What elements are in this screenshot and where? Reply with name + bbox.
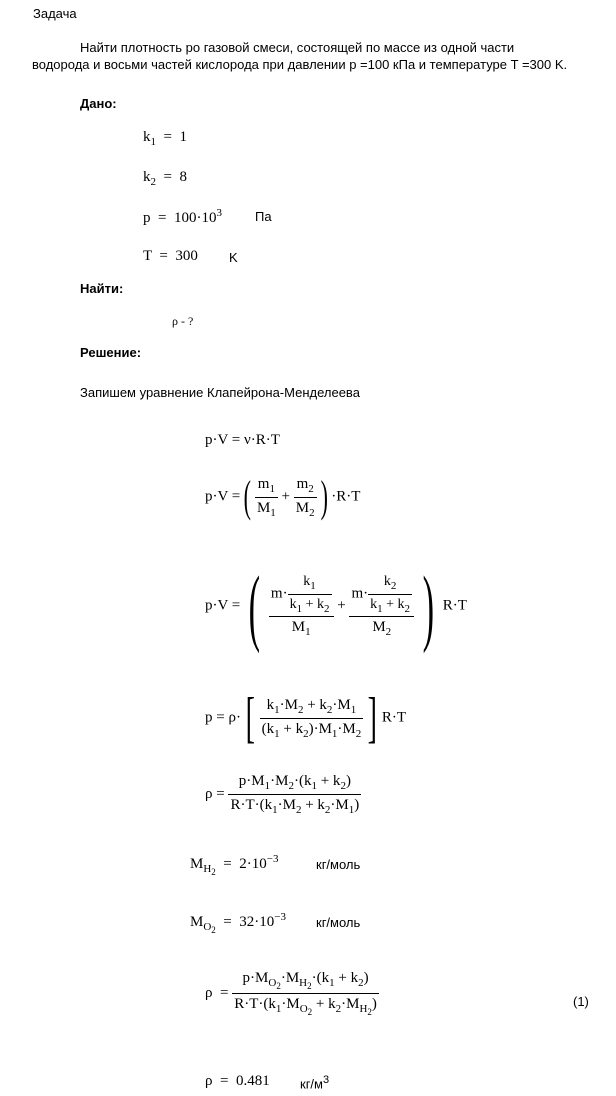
equation-mass-fractions: p·V =( m· $\frac{k_1}{k_1 + k_2}$ $M_1$ + m· $\frac{k_2}{k_1 + k_2}$ $M_2$ ) R·T	[205, 558, 467, 654]
equation-moles-sum: p·V =( $\frac{m_1}{M_1}$ + $\frac{m_2}{M_2}$ ) ·R·T	[205, 472, 361, 521]
equation-number: (1)	[573, 994, 589, 1009]
molar-mass-h2: $M_{H_2} = 2\cdot 10^{-3}$	[190, 853, 279, 878]
molar-mass-h2-unit: кг/моль	[316, 857, 361, 872]
given-p-unit: Па	[255, 209, 272, 224]
result-density: ρ = 0.481	[205, 1073, 270, 1089]
given-heading: Дано:	[80, 96, 117, 111]
find-heading: Найти:	[80, 281, 124, 296]
equation-pressure-density: p = ρ·[ $\frac{k_1\cdot M_2 + k_2\cdot M_1}{(k_1 + k_2)\cdot M_1\cdot M_2}$ ] R·T	[205, 687, 407, 749]
molar-mass-o2: $M_{O_2} = 32\cdot 10^{-3}$	[190, 911, 286, 936]
equation-clapeyron: p·V = ν·R·T	[205, 432, 280, 448]
given-k1: $k_1 = 1$	[143, 129, 187, 148]
problem-line-1: Найти плотность ро газовой смеси, состоящей по массе из одной части	[80, 40, 515, 55]
given-T-unit: K	[229, 250, 238, 265]
result-unit: $кг/м^3$	[300, 1074, 330, 1092]
problem-line-2: водорода и восьми частей кислорода при давлении p =100 кПа и температуре T =300 K.	[32, 57, 568, 72]
equation-density-specific: ρ = $\frac{p\cdot M_{O_2}\cdot M_{H_2}\cdot(k_1 + k_2)}{R\cdot T\cdot(k_1\cdot M_{O_2} + k_2\cdot M_{H_2})}$	[205, 970, 377, 1018]
solution-heading: Решение:	[80, 345, 142, 360]
page-title: Задача	[33, 6, 77, 21]
equation-density-general: ρ = $\frac{p\cdot M_1\cdot M_2\cdot(k_1 + k_2)}{R\cdot T\cdot(k_1\cdot M_2 + k_2\cdot M_1)}$	[205, 773, 360, 816]
solution-intro: Запишем уравнение Клапейрона-Менделеева	[80, 385, 360, 400]
given-p: $p = 100\cdot 10^3$	[143, 207, 222, 226]
given-k2: $k_2 = 8$	[143, 169, 187, 188]
given-T: T = 300	[143, 248, 198, 264]
molar-mass-o2-unit: кг/моль	[316, 915, 361, 930]
find-unknown: ρ - ?	[172, 314, 194, 328]
